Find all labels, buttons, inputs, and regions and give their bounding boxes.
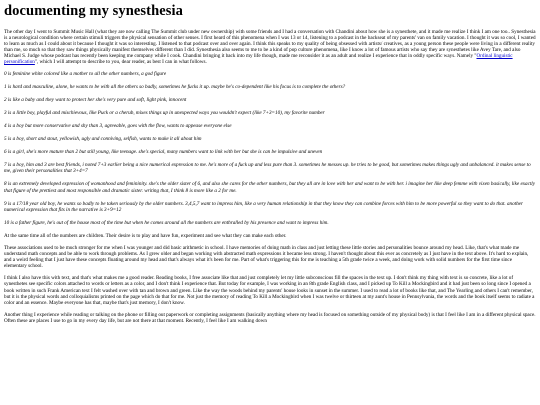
- number-description-10: 10 is a father figure, he's out of the house most of the time but when he comes around all the numbers are enthralled by his presence and want to impress him.: [4, 219, 329, 226]
- body-paragraph-text: I think I also have this with text, and that's what makes me a good reader. Reading books, I free associate like that and just completely let my little subconscious fill the spaces in the text up. I don't think my thing with text is so concrete, like a lot of synesthetes see specific colors attached to words or letters as a color, and I don't think I experience that. But today for example, I was working in an 8th grade English class, and I picked up To Kill a Mockingbird and it had just been so long since I opened a book written in such Frank American text I felt washed over with tan and brown and green. Like the way the woods behind my parents' house looks in sunset in the summer. I used to read a lot of books like that, and The Yearling and others I can't remember, but it is the physical words and colloquialisms printed on the page which do that for me. Not just the memory of reading To Kill a Mockingbird when I was twelve or thirteen at my aunt's house in Pennsylvania, the words and the book itself seems to radiate a color and an essence. Maybe everyone has that, maybe that's just memory, I don't know.: [4, 275, 535, 306]
- number-description-5: 5 is a boy, short and stout, yellowish, ugly and conniving, selfish, wants to make it all about him: [4, 136, 202, 143]
- body-paragraph-children: At the same time all of the numbers are children. Their desire is to play and have fun, experiment and see what they can make each other.: [4, 232, 287, 239]
- body-paragraph-reading: Another thing I experience while reading or talking on the phone or filling out paperwork or completing assignments (basically anything where my head is focused on something outside of my physical body) is that I feel like I am in a different physical space. Often these are places I use to go in my every day life, but are not there at that moment. Recently, I feel like I am walking down: [4, 311, 536, 324]
- number-description-3: 3 is a little boy, playful and mischievous, like Puck or a cherub, mixes things up in unexpected ways you wouldn't expect (like 7+3=10), my favorite number: [4, 109, 325, 116]
- intro-paragraph: [4, 29, 536, 66]
- number-description-4: 4 is a boy but more conservative and shy than 3, agreeable, goes with the flow, wants to appease everyone else: [4, 122, 232, 129]
- ordinal-linguistic-personification-link[interactable]: Ordinal linguistic personification: [4, 53, 513, 66]
- page-title: documenting my synesthesia: [4, 3, 184, 19]
- number-description-6: 6 is a girl, she's more mature than 2 but still young, like teenage. she's special, many numbers want to link with her but she is can be impulsive and uneven: [4, 149, 323, 156]
- body-paragraph-associations: These associations used to be much stronger for me when I was younger and did basic arithmetic in school. I have memories of doing math in class and just letting these little stories and personalities bounce around my head. Like, that's what made me understand math concepts and be able to work through problems. As I grew older and began working with abstracted math expressions it became less strong. I haven't thought about this ever as concretely as I just have in the text above. It's hard to explain, and a weird feeling that I just have these concepts floating around my head and that's always what it's been for me. Part of what's triggering this for me is teaching a 5th grade twice a week, and doing work with solid numbers for the first time since elementary school.: [4, 244, 529, 270]
- number-description-0: 0 is feminine white colored like a mother to all the other numbers, a god figure: [4, 70, 167, 77]
- number-description-9: 9 is a 17/18 year old boy, he wants so badly to be taken seriously by the older numbers. 3,4,5,7 want to impress him, like a very human relationship in that they know they can combine forces with him to be more powerful so they want to do that. another numerical expression that fits in the narrative is 3+9=12: [4, 200, 523, 213]
- number-description-2: 2 is like a baby and they want to protect her she's very pure and soft, light pink, innocent: [4, 96, 187, 103]
- number-description-7: 7 is a boy, him and 3 are best friends, i noted 7+3 earlier being a nice numerical expression to me. he's more of a fuck up and less pure than 3. sometimes he messes up. he tries to be good, but sometimes makes things ugly and unbalanced. it makes sense to me, given their personalities that 3+4=7: [4, 162, 531, 175]
- number-description-1: 1 is hard and masculine, alone, he wants to be with all the others so badly, sometimes he fucks it up. maybe he's co-dependent like his focus is to complete the others?: [4, 83, 346, 90]
- intro-text-end: ", which I will attempt to describe to you, dear reader, as best I can in what follows.: [34, 59, 207, 66]
- intro-text-start: The other day I went to Summit Music Hall (what they are now calling The Summit club under new ownership) with some friends and I had a conversation with Chandini about how she is a synesthete, and it made me realize I think I am one too.. Synesthesia is a neurological condition where certain stimuli triggers the physical sensation of other senses. I first heard of this phenomena when I was 13 or 14, listening to a podcast in the backseat of my parents' van on family vacation. I thought it was so cool, I wanted to learn as much as I could about it because I thought it was so interesting. I listened to that podcast over and over again. I think this speaks to my quality of being obsessed with artists/ creatives, as a young person these people were living in a different reality than me, so much so that they saw things physically manifest themselves different than I did. Synesthesia also seems to me to be a kind of pop culture phenomena, like I know a lot of famous artists who say they are synesthetes like Avey Tare, and also Michael S. Judge whose podcast has recently been keeping me company while I cook. Chandini bringing it back into my life though, made me reconsider it as an adult and realize I experience that in oddly specific ways. Namely ": [4, 29, 536, 60]
- number-description-8: 8 is an extremely developed expression of womanhood and femininity. she's the older sister of 6, and also she cares for the other numbers, but they all are in love with her and want to be with her. i imagine her like deep femme with vixen basically, like exactly that figure of the prettiest and most responsible and dramatic sister. writing that, I think 8 is more like a 2 for me.: [4, 181, 536, 194]
